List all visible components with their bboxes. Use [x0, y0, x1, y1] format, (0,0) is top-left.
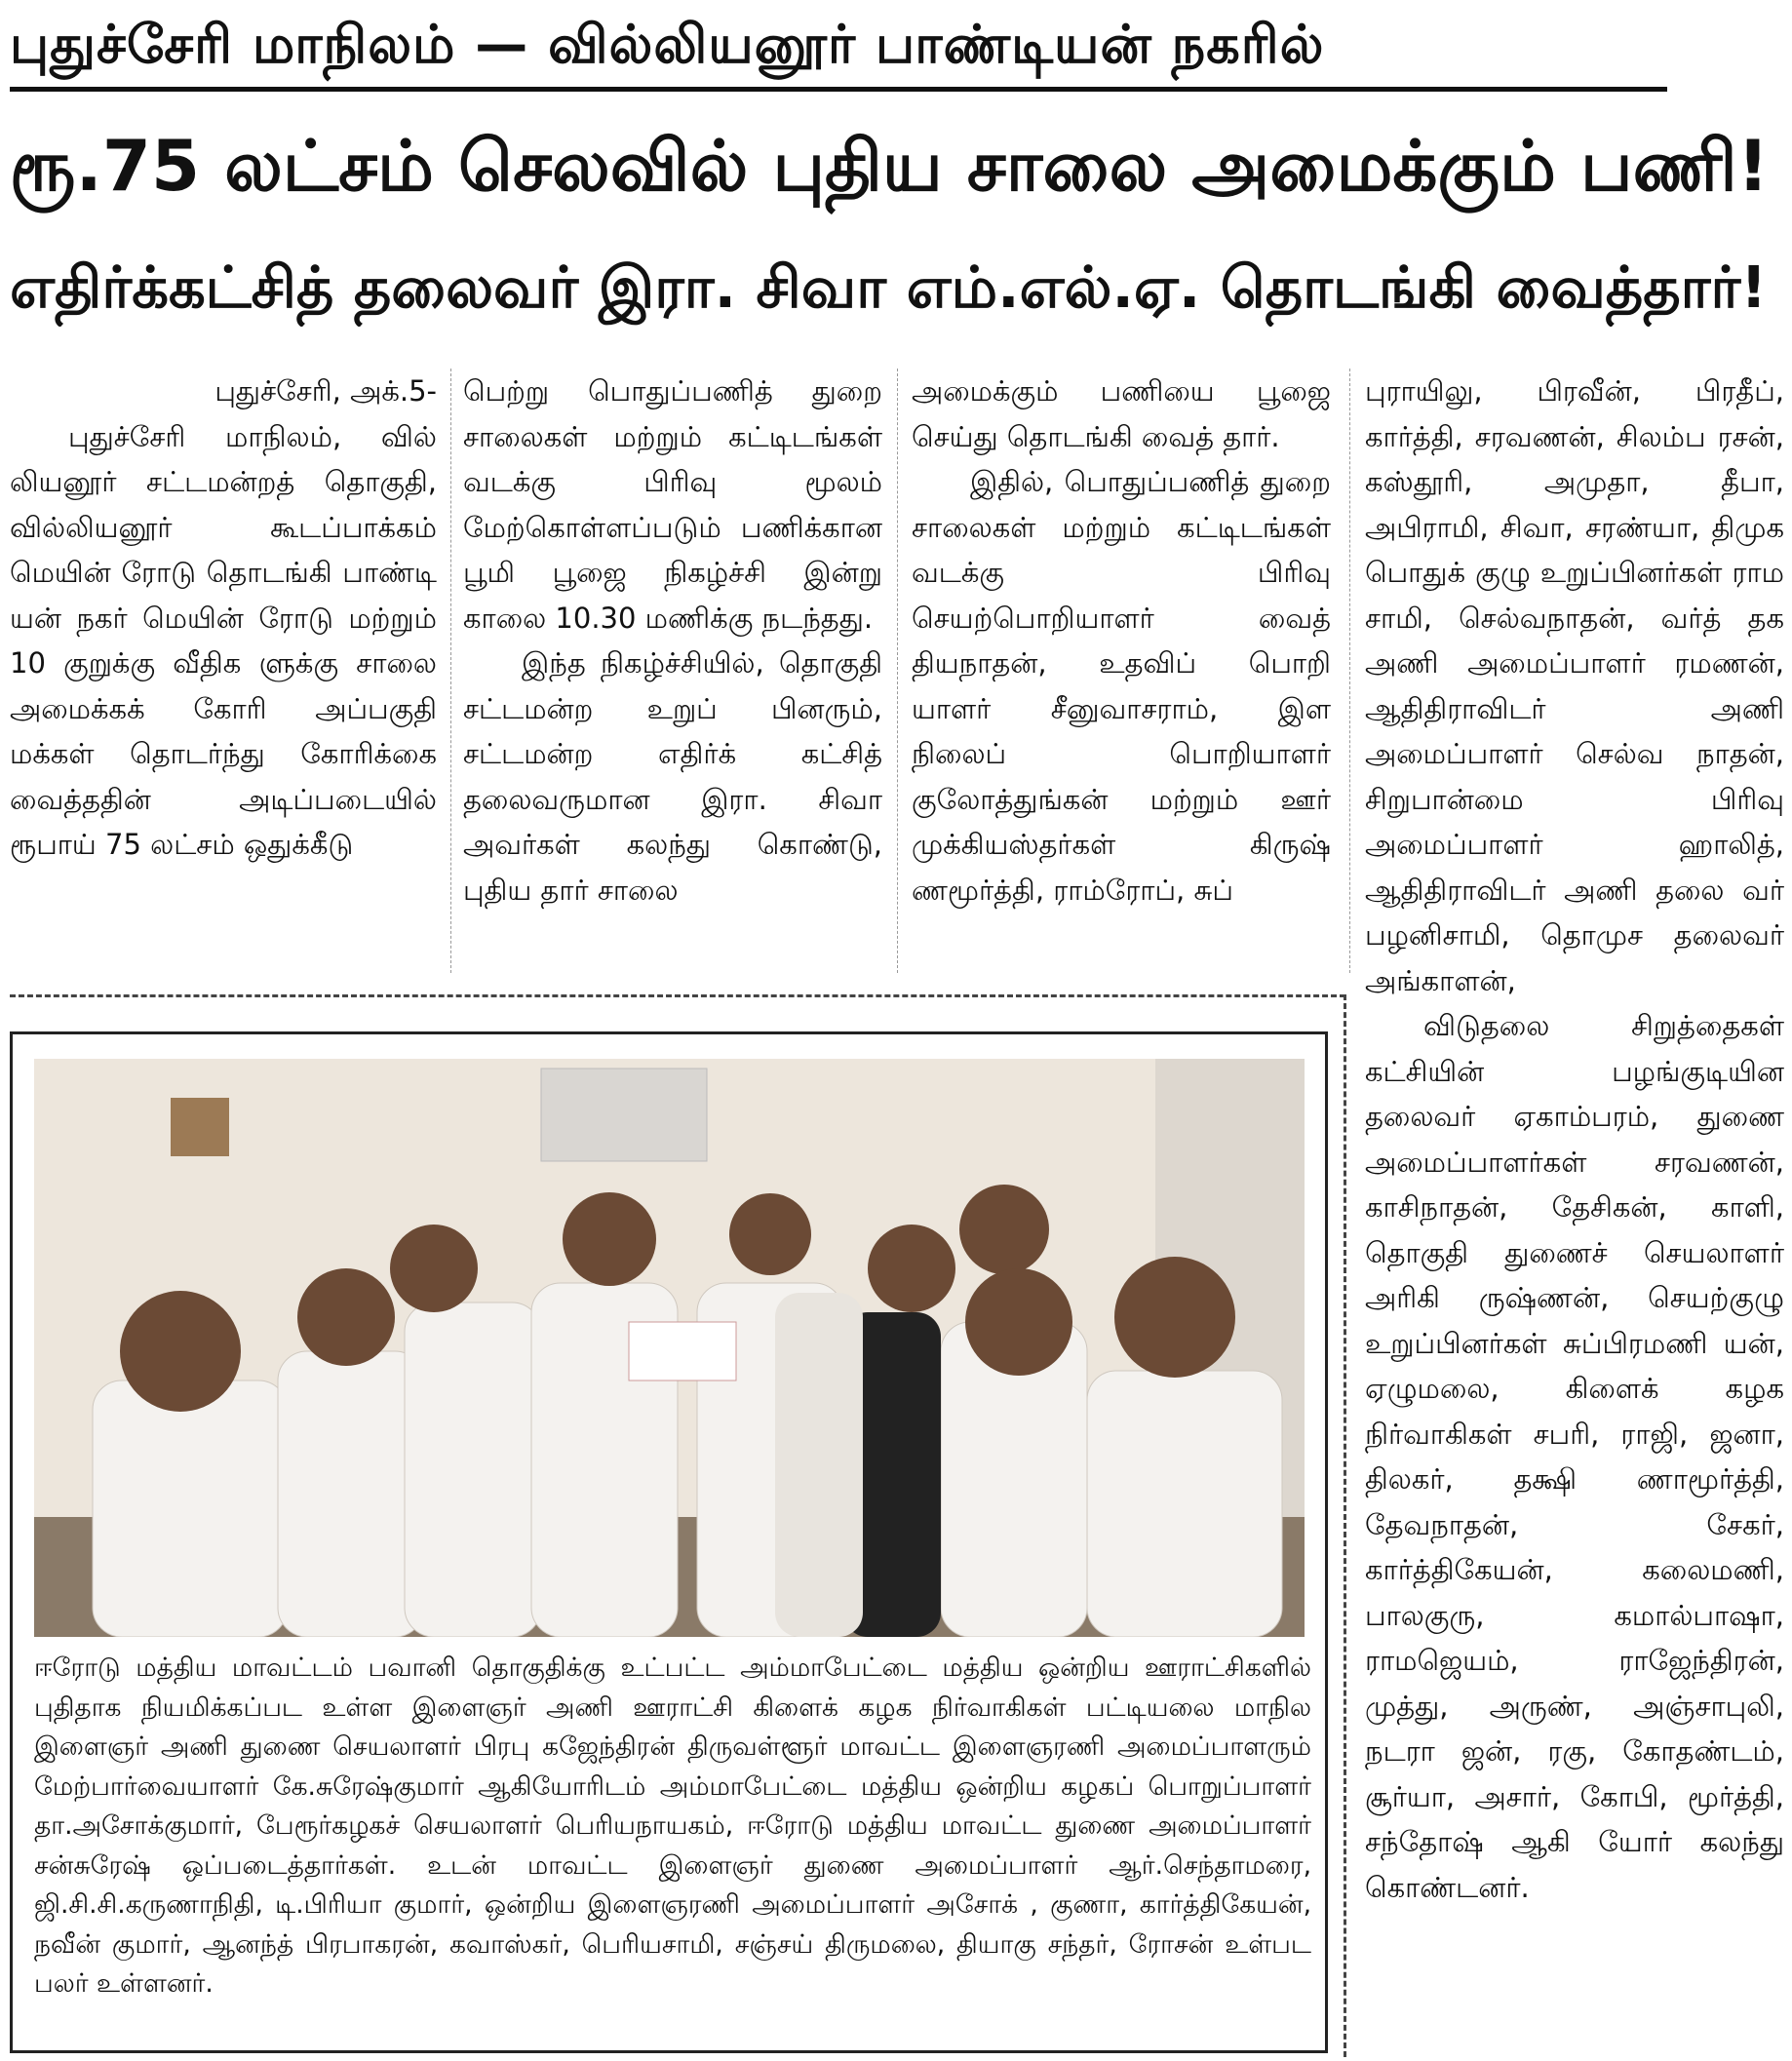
- photo-feature: [10, 1031, 1328, 2053]
- article-paragraph: அமைக்கும் பணியை பூஜை செய்து தொடங்கி வைத் தார்.: [912, 374, 1331, 453]
- column-rule: [897, 369, 898, 973]
- article-paragraph: புதுச்சேரி மாநிலம், வில் லியனூர் சட்டமன்றத் தொகுதி, வில்லியனூர் கூடப்பாக்கம் மெயின் ரோடு தொடங்கி பாண்டி யன் நகர் மெயின் ரோடு மற்றும் 10 குறுக்கு வீதிக ளுக்கு சாலை அமைக்கக் கோரி அப்பகுதி மக்கள் தொடர்ந்து கோரிக்கை வைத்ததின் அடிப்படையில் ரூபாய் 75 லட்சம் ஒதுக்கீடு: [10, 419, 437, 861]
- column-rule: [450, 369, 451, 973]
- photo-caption: ஈரோடு மத்திய மாவட்டம் பவானி தொகுதிக்கு உட்பட்ட அம்மாபேட்டை மத்திய ஒன்றிய ஊராட்சிகளில் புதிதாக நியமிக்கப்பட உள்ள இளைஞர் அணி ஊராட்சி கிளைக் கழக நிர்வாகிகள் பட்டியலை மாநில இளைஞர் அணி துணை செயலாளர் பிரபு கஜேந்திரன் திருவள்ளூர் மாவட்ட இளைஞரணி அமைப்பாளரும் மேற்பார்வையாளர் கே.சுரேஷ்குமார் ஆகியோரிடம் அம்மாபேட்டை மத்திய ஒன்றிய கழகப் பொறுப்பாளர் தா.அசோக்குமார், பேரூர்கழகச் செயலாளர் பெரியநாயகம், ஈரோடு மத்திய மாவட்ட துணை அமைப்பாளர் சன்சுரேஷ் ஒப்படைத்தார்கள். உடன் மாவட்ட இளைஞர் துணை அமைப்பாளர் ஆர்.செந்தாமரை, ஜி.சி.சி.கருணாநிதி, டி.பிரியா குமார், ஒன்றிய இளைஞரணி அமைப்பாளர் அசோக் , குணா, கார்த்திகேயன், நவீன் குமார், ஆனந்த் பிரபாகரன், கவாஸ்கர், பெரியசாமி, சஞ்சய் திருமலை, தியாகு சந்தர், ரோசன் உள்பட பலர் உள்ளனர்.: [34, 1653, 1311, 1999]
- subheadline: எதிர்க்கட்சித் தலைவர் இரா. சிவா எம்.எல்.ஏ. தொடங்கி வைத்தார்!: [10, 253, 1768, 321]
- article-paragraph: இந்த நிகழ்ச்சியில், தொகுதி சட்டமன்ற உறுப் பினரும், சட்டமன்ற எதிர்க் கட்சித் தலைவருமான இரா. சிவா அவர்கள் கலந்து கொண்டு, புதிய தார் சாலை: [463, 646, 882, 907]
- column-rule: [1349, 369, 1350, 973]
- article-paragraph: புராயிலு, பிரவீன், பிரதீப், கார்த்தி, சரவணன், சிலம்ப ரசன், கஸ்தூரி, அமுதா, தீபா, அபிராமி, சிவா, சரண்யா, திமுக பொதுக் குழு உறுப்பினர்கள் ராம சாமி, செல்வநாதன், வர்த் தக அணி அமைப்பாளர் ரமணன், ஆதிதிராவிடர் அணி அமைப்பாளர் செல்வ நாதன், சிறுபான்மை பிரிவு அமைப்பாளர் ஹாலித், ஆதிதிராவிடர் அணி தலை வர் பழனிசாமி, தொமுச தலைவர் அங்காளன்,: [1365, 374, 1784, 997]
- article-column-3: [912, 369, 1331, 913]
- article-paragraph: விடுதலை சிறுத்தைகள் கட்சியின் பழங்குடியின தலைவர் ஏகாம்பரம், துணை அமைப்பாளர்கள் சரவணன், காசிநாதன், தேசிகன், காளி, தொகுதி துணைச் செயலாளர் அரிகி ருஷ்ணன், செயற்குழு உறுப்பினர்கள் சுப்பிரமணி யன், ஏழுமலை, கிளைக் கழக நிர்வாகிகள் சபரி, ராஜி, ஜனா, திலகர், தக்ஷி ணாமூர்த்தி, தேவநாதன், சேகர், கார்த்திகேயன், கலைமணி, பாலகுரு, கமால்பாஷா, ராமஜெயம், ராஜேந்திரன், முத்து, அருண், அஞ்சாபுலி, நடரா ஜன், ரகு, கோதண்டம், சூர்யா, அசார், கோபி, மூர்த்தி, சந்தோஷ் ஆகி யோர் கலந்து கொண்டனர்.: [1365, 1009, 1784, 1904]
- article-column-2: [463, 369, 882, 913]
- article-paragraph: பெற்று பொதுப்பணித் துறை சாலைகள் மற்றும் கட்டிடங்கள் வடக்கு பிரிவு மூலம் மேற்கொள்ளப்படும் பணிக்கான பூமி பூஜை நிகழ்ச்சி இன்று காலை 10.30 மணிக்கு நடந்தது.: [463, 374, 882, 635]
- kicker-line: புதுச்சேரி மாநிலம் — வில்லியனூர் பாண்டியன் நகரில்: [10, 14, 1667, 92]
- dateline: புதுச்சேரி, அக்.5-: [214, 374, 437, 408]
- photo-illustration: [34, 1059, 1305, 1637]
- section-divider: [10, 994, 1345, 997]
- article-column-1: [10, 369, 437, 868]
- section-divider: [1344, 994, 1346, 2057]
- article-column-4: [1365, 369, 1784, 2045]
- headline: ரூ.75 லட்சம் செலவில் புதிய சாலை அமைக்கும் பணி!: [10, 125, 1770, 207]
- news-photo: [34, 1059, 1305, 1637]
- article-paragraph: இதில், பொதுப்பணித் துறை சாலைகள் மற்றும் கட்டிடங்கள் வடக்கு பிரிவு செயற்பொறியாளர் வைத் தியநாதன், உதவிப் பொறி யாளர் சீனுவாசராம், இள நிலைப் பொறியாளர் குலோத்துங்கன் மற்றும் ஊர் முக்கியஸ்தர்கள் கிருஷ் ணமூர்த்தி, ராம்ரோப், சுப்: [912, 465, 1331, 907]
